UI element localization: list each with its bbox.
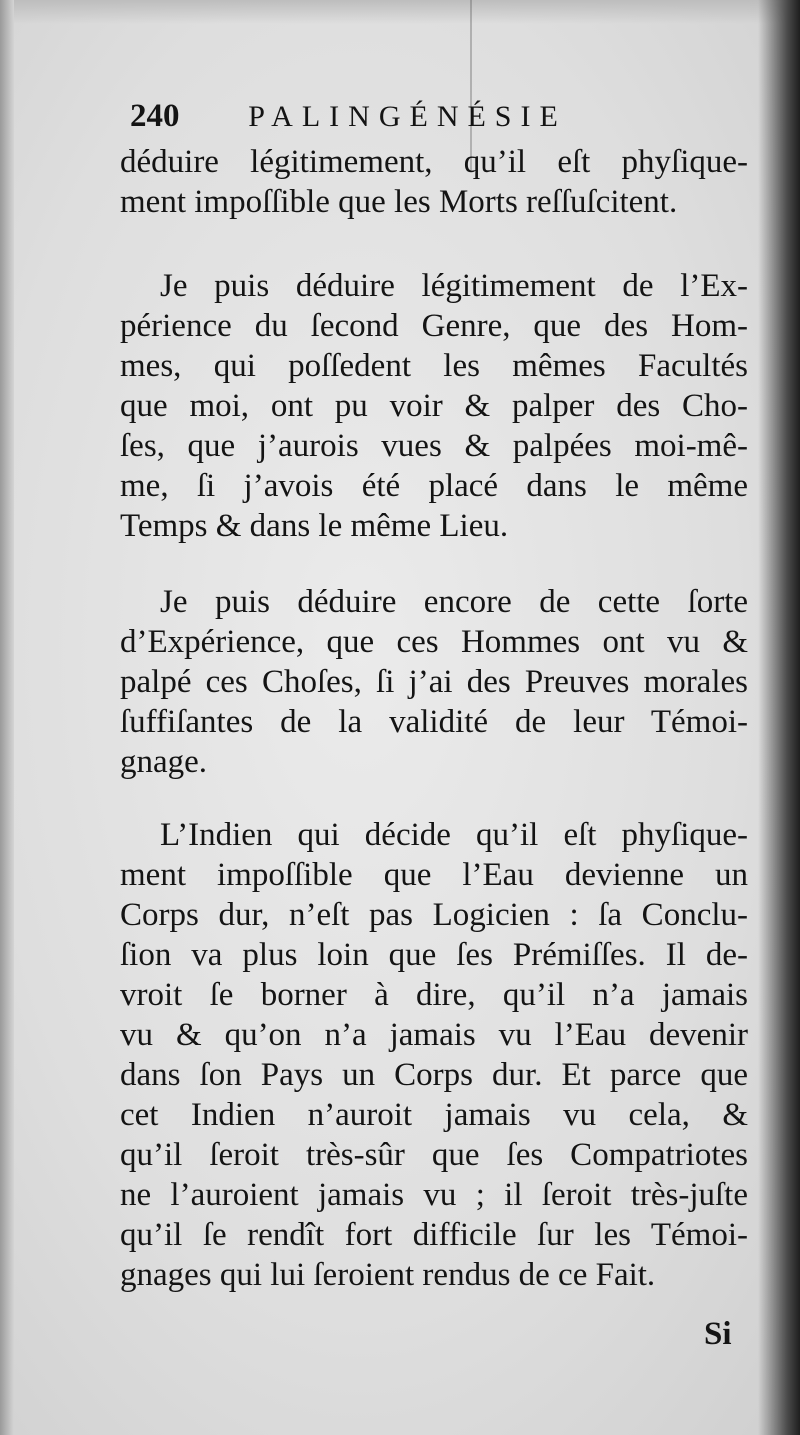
text-line: Temps & dans le même Lieu. [120, 508, 509, 544]
text-line: vu & qu’on n’a jamais vu l’Eau devenir [120, 1017, 748, 1053]
text-line: ne l’auroient jamais vu ; il ſeroit très-juſte [120, 1177, 748, 1213]
text-line: qu’il ſe rendît fort difficile ſur les Témoi- [120, 1217, 748, 1253]
text-line: Corps dur, n’eſt pas Logicien : ſa Conclu- [120, 897, 748, 933]
text-line: Je puis déduire encore de cette ſorte [160, 584, 748, 620]
text-line: vroit ſe borner à dire, qu’il n’a jamais [120, 977, 748, 1013]
text-line: ſion va plus loin que ſes Prémiſſes. Il de- [120, 937, 748, 973]
text-line: ment impoſſible que l’Eau devienne un [120, 857, 748, 893]
page-header [130, 96, 650, 136]
text-line: L’Indien qui décide qu’il eſt phyſique- [160, 817, 748, 853]
text-line: ment impoſſible que les Morts reſſuſcitent. [120, 184, 678, 220]
text-line: dans ſon Pays un Corps dur. Et parce que [120, 1057, 748, 1093]
page-number: 240 [130, 98, 180, 134]
text-line: me, ſi j’avois été placé dans le même [120, 468, 748, 504]
text-line: que moi, ont pu voir & palper des Cho- [120, 388, 748, 424]
text-line: mes, qui poſſedent les mêmes Facultés [120, 348, 748, 384]
text-line: qu’il ſeroit très-sûr que ſes Compatriotes [120, 1137, 748, 1173]
text-line: cet Indien n’auroit jamais vu cela, & [120, 1097, 748, 1133]
text-line: ſuffiſantes de la validité de leur Témoi- [120, 704, 748, 740]
text-line: gnage. [120, 744, 208, 780]
running-head: PALINGÉNÉSIE [248, 100, 567, 133]
page-top-shadow [0, 0, 800, 24]
text-line: gnages qui lui ſeroient rendus de ce Fait. [120, 1257, 656, 1293]
text-line: ſes, que j’aurois vues & palpées moi-mê- [120, 428, 748, 464]
catchword: Si [704, 1316, 732, 1352]
text-line: d’Expérience, que ces Hommes ont vu & [120, 624, 748, 660]
text-line: palpé ces Choſes, ſi j’ai des Preuves morales [120, 664, 748, 700]
text-line: déduire légitimement, qu’il eſt phyſique- [120, 144, 748, 180]
text-line: périence du ſecond Genre, que des Hom- [120, 308, 748, 344]
page-left-edge [0, 0, 14, 1435]
page-gutter-shadow [758, 0, 800, 1435]
text-line: Je puis déduire légitimement de l’Ex- [160, 268, 748, 304]
